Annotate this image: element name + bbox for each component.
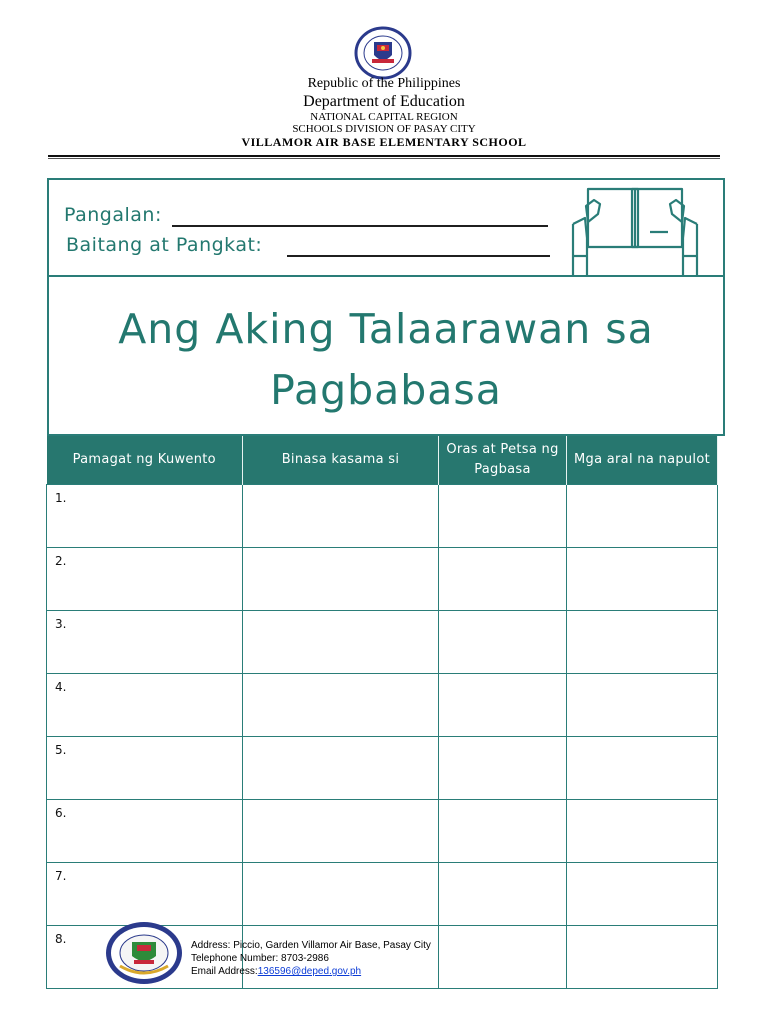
division-line: SCHOOLS DIVISION OF PASAY CITY <box>292 123 476 135</box>
table-cell[interactable] <box>439 674 567 737</box>
table-cell[interactable] <box>439 611 567 674</box>
page-title-line2: Pagbabasa <box>270 366 502 414</box>
name-blank-line[interactable] <box>172 225 548 227</box>
row-number[interactable]: 4. <box>47 674 243 737</box>
table-cell[interactable] <box>439 926 567 989</box>
table-row <box>47 737 718 800</box>
reading-book-icon <box>568 184 702 276</box>
table-cell[interactable] <box>439 800 567 863</box>
department-line: Department of Education <box>303 93 465 110</box>
table-cell[interactable] <box>567 800 718 863</box>
name-label: Pangalan: <box>64 204 162 226</box>
grade-section-blank-line[interactable] <box>287 255 550 257</box>
reading-log-table <box>46 436 718 989</box>
school-seal-icon <box>104 920 184 986</box>
table-cell[interactable] <box>567 926 718 989</box>
table-row <box>47 674 718 737</box>
table-row <box>47 611 718 674</box>
row-number[interactable]: 1. <box>47 485 243 548</box>
table-cell[interactable] <box>567 737 718 800</box>
email-label: Email Address: <box>191 966 258 977</box>
deped-seal-icon <box>350 26 416 80</box>
table-header-row <box>47 436 718 485</box>
table-cell[interactable] <box>567 611 718 674</box>
table-cell[interactable] <box>243 485 439 548</box>
table-cell[interactable] <box>439 548 567 611</box>
row-number[interactable]: 6. <box>47 800 243 863</box>
table-row <box>47 800 718 863</box>
row-number[interactable]: 5. <box>47 737 243 800</box>
col-time-date: Oras at Petsa ng Pagbasa <box>439 436 567 485</box>
region-line: NATIONAL CAPITAL REGION <box>310 111 458 123</box>
table-row <box>47 485 718 548</box>
table-cell[interactable] <box>243 737 439 800</box>
table-cell[interactable] <box>243 863 439 926</box>
header-divider <box>48 155 720 157</box>
table-cell[interactable] <box>243 674 439 737</box>
row-number[interactable]: 8. <box>47 926 243 989</box>
col-story-title: Pamagat ng Kuwento <box>47 436 243 485</box>
republic-line: Republic of the Philippines <box>307 76 461 91</box>
table-cell[interactable] <box>243 800 439 863</box>
telephone-text: Telephone Number: 8703-2986 <box>191 953 329 964</box>
email-row <box>191 966 361 977</box>
table-row <box>47 863 718 926</box>
table-cell[interactable] <box>439 737 567 800</box>
table-cell[interactable] <box>567 485 718 548</box>
grade-section-label: Baitang at Pangkat: <box>66 234 263 256</box>
col-lessons: Mga aral na napulot <box>567 436 718 485</box>
table-cell[interactable] <box>567 674 718 737</box>
col-read-with: Binasa kasama si <box>243 436 439 485</box>
page-title-line1: Ang Aking Talaarawan sa <box>118 305 654 353</box>
email-link[interactable]: 136596@deped.gov.ph <box>257 966 362 977</box>
table-cell[interactable] <box>439 863 567 926</box>
row-number[interactable]: 7. <box>47 863 243 926</box>
table-row <box>47 548 718 611</box>
header-divider-thin <box>48 158 720 159</box>
table-cell[interactable] <box>567 863 718 926</box>
table-cell[interactable] <box>439 485 567 548</box>
table-cell[interactable] <box>567 548 718 611</box>
school-line: VILLAMOR AIR BASE ELEMENTARY SCHOOL <box>241 135 527 149</box>
address-text: Address: Piccio, Garden Villamor Air Base, Pasay City <box>191 940 431 951</box>
row-number[interactable]: 2. <box>47 548 243 611</box>
table-cell[interactable] <box>243 548 439 611</box>
row-number[interactable]: 3. <box>47 611 243 674</box>
table-cell[interactable] <box>243 611 439 674</box>
